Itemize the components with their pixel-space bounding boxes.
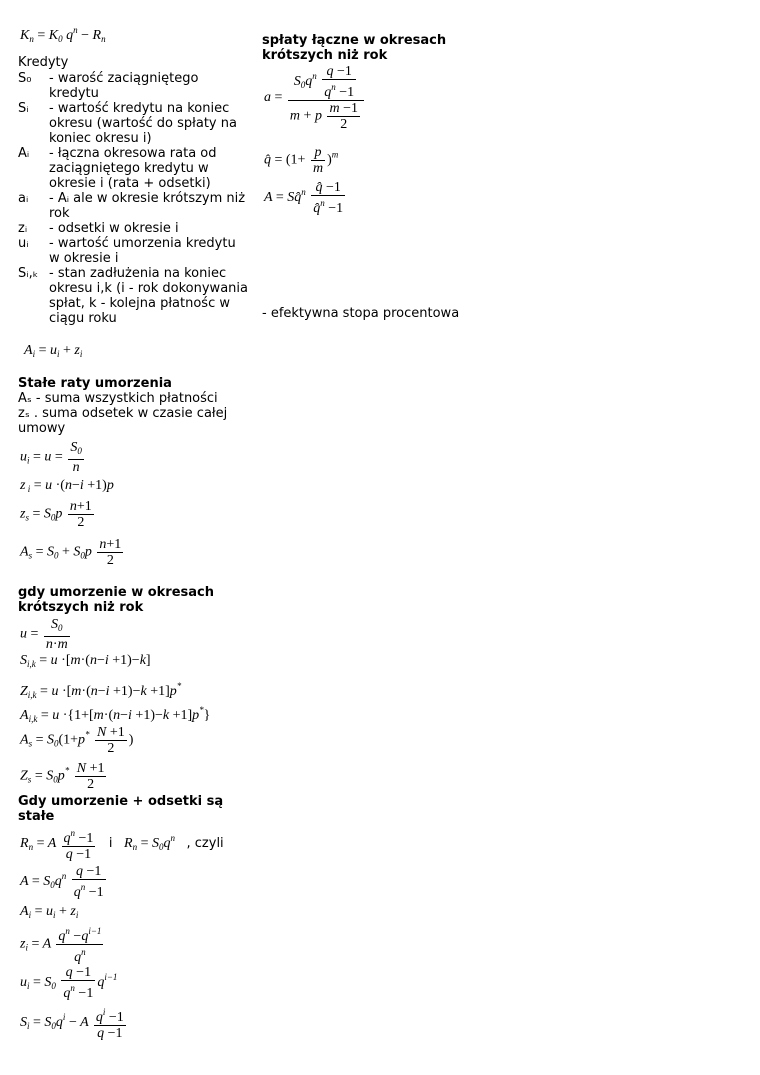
formula-a-qhat: A = Sq̂$^n$ $\frac{q̂ -1}{q̂^n -1}$ — [264, 180, 344, 216]
def-symbol: Sᵢ — [18, 101, 29, 116]
def-symbol: aᵢ — [18, 191, 29, 206]
right-heading-2: krótszych niż rok — [262, 48, 388, 63]
def-symbol: S₀ — [18, 71, 32, 86]
formula-a-short: a = $S_0q^n$ $\frac{q -1}{q^n -1}$ m + p $\frac{m -1}{2}$ — [264, 64, 366, 132]
formula-qhat: q̂ = (1+ $\frac{p}{m}$ )$^m$ — [264, 145, 339, 176]
def-symbol: zᵢ — [18, 221, 28, 236]
def-text: - łączna okresowa rata od zaciągniętego kredytu w okresie i (rata + odsetki) — [49, 146, 217, 191]
def-text: - wartość kredytu na koniec okresu (wartość do spłaty na koniec okresu i) — [49, 101, 237, 146]
i-word: i — [108, 836, 113, 852]
zs-desc: . suma odsetek w czasie całej — [29, 406, 228, 421]
czyli-word: , czyli — [186, 836, 224, 852]
formula-kn: $K_n = K_0$ $q^n - R_n$ — [20, 25, 106, 44]
formula-ai-sum-2: $A_i = u_i + z_i$ — [20, 904, 79, 920]
def-text: - warość zaciągniętego kredytu — [49, 71, 199, 101]
as-symbol: Aₛ — [18, 391, 32, 406]
formula-aik: $A_{i,k} = u \cdot\{1+[m\cdot(n-i +1)-k +1]p^*\}$ — [20, 705, 211, 724]
formula-a: $A = S_0q^n$ $\frac{q -1}{q^n -1}$ — [20, 864, 104, 900]
formula-ui: $u_i = u$ = $\frac{S_0}{n}$ — [20, 440, 82, 475]
formula-ui-2: $u_i = S_0$ $\frac{q -1}{q^n -1}$ $q^{i-1}$ — [20, 965, 118, 1001]
def-text: - wartość umorzenia kredytu w okresie i — [49, 236, 236, 266]
def-symbol: uᵢ — [18, 236, 29, 251]
def-text: - Aᵢ ale w okresie krótszym niż rok — [49, 191, 246, 221]
formula-as-star: $A_s = S_0(1+p^*$ $\frac{N +1}{2}$ ) — [20, 725, 134, 756]
formula-zik: $Z_{i,k} = u \cdot[m\cdot(n-i +1)-k +1]p^*$ — [20, 681, 182, 700]
gdy-stale-heading-1: Gdy umorzenie + odsetki są — [18, 794, 224, 809]
efektywna-note: - efektywna stopa procentowa — [262, 306, 460, 321]
stale-raty-heading: Stałe raty umorzenia — [18, 376, 172, 391]
formula-zs: $z_s = S_0p$ $\frac{n+1}{2}$ — [20, 499, 92, 530]
formula-ai-sum: $A_i = u_i + z_i$ — [24, 343, 83, 359]
formula-as: $A_s = S_0 + S_0p$ $\frac{n+1}{2}$ — [20, 537, 122, 568]
formula-si: $S_i = S_0q^i - A$ $\frac{q^i -1}{q -1}$ — [20, 1007, 124, 1041]
right-heading-1: spłaty łączne w okresach — [262, 33, 447, 48]
formula-sik: $S_{i,k} = u \cdot[m\cdot(n-i +1)-k]$ — [20, 653, 151, 669]
krotsze-heading-1: gdy umorzenie w okresach — [18, 585, 215, 600]
def-symbol: Aᵢ — [18, 146, 30, 161]
formula-rn: $R_n = A$ $\frac{q^n -1}{q -1}$ i $R_n = S_0q^n$ , czyli — [20, 828, 224, 862]
stale-raty-line3: umowy — [18, 421, 66, 436]
def-symbol: Sᵢ,ₖ — [18, 266, 39, 281]
formula-zi: z $_i$ = u ·(n−i +1)p — [20, 478, 114, 494]
formula-zi-2: $z_i = A$ $\frac{q^n -q^{i-1}}{q^n}$ — [20, 926, 102, 965]
formula-zs-star: $Z_s = S_0p^*$ $\frac{N +1}{2}$ — [20, 761, 105, 792]
kredyty-heading: Kredyty — [18, 55, 69, 70]
krotsze-heading-2: krótszych niż rok — [18, 600, 144, 615]
zs-symbol: zₛ — [18, 406, 30, 421]
formula-u: u = $\frac{S_0}{n\cdot m}$ — [20, 617, 68, 652]
stale-raty-line2 — [18, 406, 227, 421]
def-text: - stan zadłużenia na koniec okresu i,k (i - rok dokonywania spłat, k - kolejna płatnośc w ciągu roku — [49, 266, 248, 326]
as-desc: - suma wszystkich płatności — [31, 391, 218, 406]
def-text: - odsetki w okresie i — [49, 221, 179, 236]
stale-raty-line1 — [18, 391, 218, 406]
gdy-stale-heading-2: stałe — [18, 809, 55, 824]
